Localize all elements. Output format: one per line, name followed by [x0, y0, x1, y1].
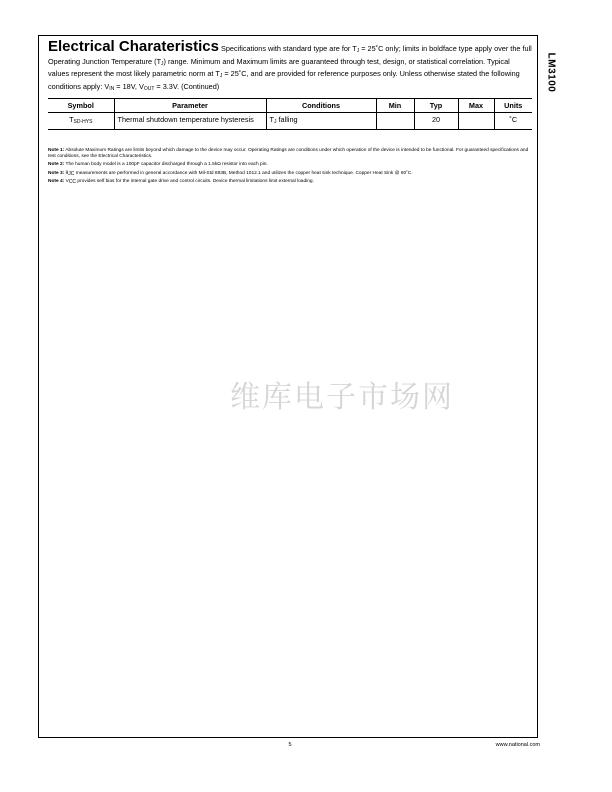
header-symbol: Symbol: [48, 99, 114, 113]
notes-section: [48, 148, 532, 187]
header-units: Units: [494, 99, 532, 113]
note-label: Note 2:: [48, 162, 65, 168]
table-row: [48, 113, 532, 130]
section-heading: [48, 38, 532, 94]
cell-parameter: Thermal shutdown temperature hysteresis: [114, 113, 266, 130]
cell-conditions: $T_J$ falling: [266, 113, 376, 130]
header-parameter: Parameter: [114, 99, 266, 113]
watermark-text: 维库电子市场网: [230, 380, 454, 415]
cell-units: ˚C: [494, 113, 532, 130]
section-title: Electrical Charateristics: [48, 38, 219, 55]
electrical-characteristics-table: [48, 98, 532, 130]
part-number-side-label: [543, 37, 559, 117]
header-conditions: Conditions: [266, 99, 376, 113]
section-description: Specifications with standard type are for $T_J$ = 25˚C only; limits in boldface type apply over the full Operating Junction Temperature $(T_J)$ range. Minimum and Maximum limits are guaranteed through test, design, or statistical correlation. Typical values represent the most likely parametric norm at $T_J$ = 25˚C, and are provided for reference purposes only. Unless otherwise stated the following conditions apply: $V_{IN} = 18V$, $V_{OUT} = 3.3V$. (Continued): [48, 44, 532, 92]
cell-max: [458, 113, 494, 130]
footer-website: www.national.com: [495, 742, 540, 748]
header-min: Min: [376, 99, 414, 113]
page-number: 5: [288, 742, 292, 748]
cell-typ: 20: [414, 113, 458, 130]
note-item: [48, 162, 532, 168]
note-label: Note 1:: [48, 148, 65, 153]
note-item: [48, 171, 532, 177]
note-text: Absolute Maximum Ratings are limits beyond which damage to the device may occur. Operating Ratings are conditions under which operation of the device is intended to be functional. For guaranteed specifications and test conditions, see the Electrical Characteristics.: [48, 148, 529, 160]
header-max: Max: [458, 99, 494, 113]
note-text: $V_{CC}$ provides self bias for the internal gate drive and control circuits. Device thermal limitations limit external loading.: [65, 178, 314, 185]
note-item: [48, 148, 532, 160]
note-text: The human body model is a 100pF capacitor discharged through a 1.5kΩ resistor into each pin.: [65, 162, 268, 168]
note-label: Note 4:: [48, 178, 65, 184]
note-item: [48, 179, 532, 185]
cell-symbol: $T_{SD-HYS}$: [48, 113, 114, 130]
note-label: Note 3:: [48, 170, 65, 176]
header-typ: Typ: [414, 99, 458, 113]
cell-min: [376, 113, 414, 130]
note-text: $\theta_{JC}$ measurements are performed in general accordance with Mil-Std 883B, Method 1012.1 and utilizes the copper heat sink technique. Copper Heat Sink @ 60˚C.: [65, 170, 413, 177]
table-header-row: [48, 99, 532, 113]
part-number-text: LM3100: [545, 52, 557, 93]
